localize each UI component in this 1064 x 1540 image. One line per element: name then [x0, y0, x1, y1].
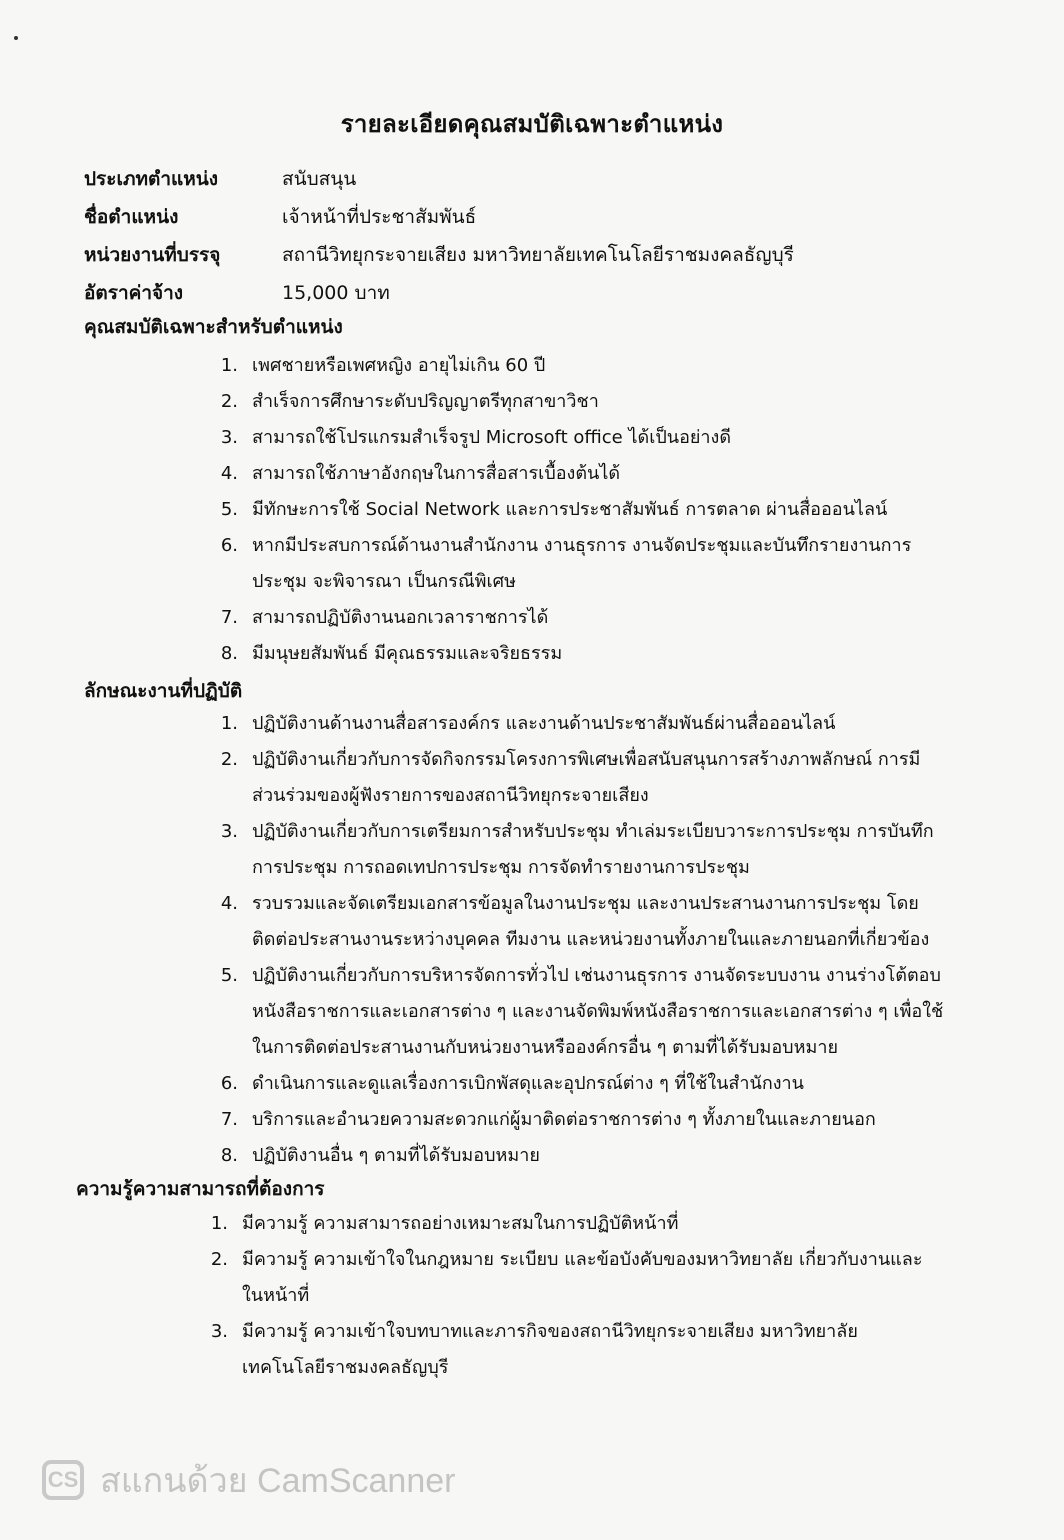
scan-speck	[14, 36, 18, 40]
list-item	[206, 456, 946, 492]
item-number: 5.	[220, 965, 238, 986]
item-text: เพศชายหรือเพศหญิง อายุไม่เกิน 60 ปี	[252, 355, 546, 376]
item-text: ปฏิบัติงานเกี่ยวกับการเตรียมการสำหรับประชุม ทำเล่มระเบียบวาระการประชุม การบันทึกการประชุม การถอดเทปการประชุม การจัดทำรายงานการประชุม	[252, 821, 934, 878]
item-text: ปฏิบัติงานด้านงานสื่อสารองค์กร และงานด้านประชาสัมพันธ์ผ่านสื่อออนไลน์	[252, 713, 836, 734]
item-text: สามารถปฏิบัติงานนอกเวลาราชการได้	[252, 607, 549, 628]
item-number: 4.	[220, 463, 238, 484]
item-number: 6.	[220, 535, 238, 556]
item-text: สำเร็จการศึกษาระดับปริญญาตรีทุกสาขาวิชา	[252, 391, 599, 412]
info-label: หน่วยงานที่บรรจุ	[84, 244, 221, 266]
item-text: ดำเนินการและดูแลเรื่องการเบิกพัสดุและอุปกรณ์ต่าง ๆ ที่ใช้ในสำนักงาน	[252, 1073, 804, 1094]
item-text: รวบรวมและจัดเตรียมเอกสารข้อมูลในงานประชุม และงานประสานงานการประชุม โดยติดต่อประสานงานระหว่างบุคคล ทีมงาน และหน่วยงานทั้งภายในและภายนอกที่เกี่ยวข้อง	[252, 893, 930, 950]
info-label: อัตราค่าจ้าง	[84, 282, 184, 304]
item-number: 3.	[210, 1321, 228, 1342]
list-item	[206, 814, 946, 886]
item-text: สามารถใช้ภาษาอังกฤษในการสื่อสารเบื้องต้นได้	[252, 463, 621, 484]
list-item	[206, 420, 946, 456]
list-item	[206, 706, 946, 742]
list-item	[206, 384, 946, 420]
item-number: 2.	[220, 391, 238, 412]
item-number: 2.	[210, 1249, 228, 1270]
info-row-name	[84, 198, 984, 236]
watermark-text: สแกนด้วย CamScanner	[100, 1462, 456, 1500]
item-text: บริการและอำนวยความสะดวกแก่ผู้มาติดต่อราชการต่าง ๆ ทั้งภายในและภายนอก	[252, 1109, 876, 1130]
list-item	[206, 1102, 946, 1138]
camscanner-watermark	[42, 1455, 455, 1505]
qualifications-list	[206, 348, 946, 672]
item-number: 1.	[210, 1213, 228, 1234]
info-value: 15,000 บาท	[282, 282, 390, 304]
list-item	[206, 636, 946, 672]
list-item	[196, 1314, 936, 1386]
info-row-type	[84, 160, 984, 198]
info-row-unit	[84, 236, 984, 274]
item-number: 5.	[220, 499, 238, 520]
info-value: สถานีวิทยุกระจายเสียง มหาวิทยาลัยเทคโนโลยีราชมงคลธัญบุรี	[282, 244, 794, 266]
item-number: 4.	[220, 893, 238, 914]
knowledge-heading: ความรู้ความสามารถที่ต้องการ	[76, 1178, 325, 1200]
duties-list	[206, 706, 946, 1174]
item-text: ปฏิบัติงานอื่น ๆ ตามที่ได้รับมอบหมาย	[252, 1145, 540, 1166]
item-text: สามารถใช้โปรแกรมสำเร็จรูป Microsoft office ได้เป็นอย่างดี	[252, 427, 732, 448]
list-item	[196, 1206, 936, 1242]
info-label: ประเภทตำแหน่ง	[84, 168, 219, 190]
item-text: มีความรู้ ความเข้าใจในกฎหมาย ระเบียบ และข้อบังคับของมหาวิทยาลัย เกี่ยวกับงานและในหน้าที่	[242, 1249, 923, 1306]
position-info	[84, 160, 984, 312]
duties-heading: ลักษณะงานที่ปฏิบัติ	[84, 680, 243, 702]
item-text: มีความรู้ ความสามารถอย่างเหมาะสมในการปฏิบัติหน้าที่	[242, 1213, 679, 1234]
camscanner-logo-icon: CS	[42, 1460, 84, 1500]
item-text: ปฏิบัติงานเกี่ยวกับการจัดกิจกรรมโครงการพิเศษเพื่อสนับสนุนการสร้างภาพลักษณ์ การมีส่วนร่วมของผู้ฟังรายการของสถานีวิทยุกระจายเสียง	[252, 749, 921, 806]
item-number: 1.	[220, 713, 238, 734]
item-number: 1.	[220, 355, 238, 376]
qualifications-heading: คุณสมบัติเฉพาะสำหรับตำแหน่ง	[84, 316, 343, 338]
item-number: 6.	[220, 1073, 238, 1094]
item-number: 7.	[220, 607, 238, 628]
item-number: 3.	[220, 821, 238, 842]
item-number: 7.	[220, 1109, 238, 1130]
item-number: 8.	[220, 1145, 238, 1166]
list-item	[206, 528, 946, 600]
item-number: 8.	[220, 643, 238, 664]
info-row-salary	[84, 274, 984, 312]
info-label: ชื่อตำแหน่ง	[84, 206, 179, 228]
info-value: เจ้าหน้าที่ประชาสัมพันธ์	[282, 206, 477, 228]
list-item	[206, 742, 946, 814]
item-number: 2.	[220, 749, 238, 770]
item-number: 3.	[220, 427, 238, 448]
document-title: รายละเอียดคุณสมบัติเฉพาะตำแหน่ง	[340, 110, 724, 138]
list-item	[196, 1242, 936, 1314]
list-item	[206, 600, 946, 636]
list-item	[206, 348, 946, 384]
item-text: มีความรู้ ความเข้าใจบทบาทและภารกิจของสถานีวิทยุกระจายเสียง มหาวิทยาลัยเทคโนโลยีราชมงคลธัญบุรี	[242, 1321, 858, 1378]
knowledge-list	[196, 1206, 936, 1386]
list-item	[206, 1066, 946, 1102]
item-text: หากมีประสบการณ์ด้านงานสำนักงาน งานธุรการ งานจัดประชุมและบันทึกรายงานการประชุม จะพิจารณา เป็นกรณีพิเศษ	[252, 535, 912, 592]
item-text: ปฏิบัติงานเกี่ยวกับการบริหารจัดการทั่วไป เช่นงานธุรการ งานจัดระบบงาน งานร่างโต้ตอบหนังสือราชการและเอกสารต่าง ๆ และงานจัดพิมพ์หนังสือราชการและเอกสารต่าง ๆ เพื่อใช้ในการติดต่อประสานงานกับหน่วยงานหรือองค์กรอื่น ๆ ตามที่ได้รับมอบหมาย	[252, 965, 944, 1058]
list-item	[206, 886, 946, 958]
list-item	[206, 1138, 946, 1174]
info-value: สนับสนุน	[282, 168, 357, 190]
item-text: มีมนุษยสัมพันธ์ มีคุณธรรมและจริยธรรม	[252, 643, 563, 664]
item-text: มีทักษะการใช้ Social Network และการประชาสัมพันธ์ การตลาด ผ่านสื่อออนไลน์	[252, 499, 888, 520]
list-item	[206, 492, 946, 528]
list-item	[206, 958, 946, 1066]
